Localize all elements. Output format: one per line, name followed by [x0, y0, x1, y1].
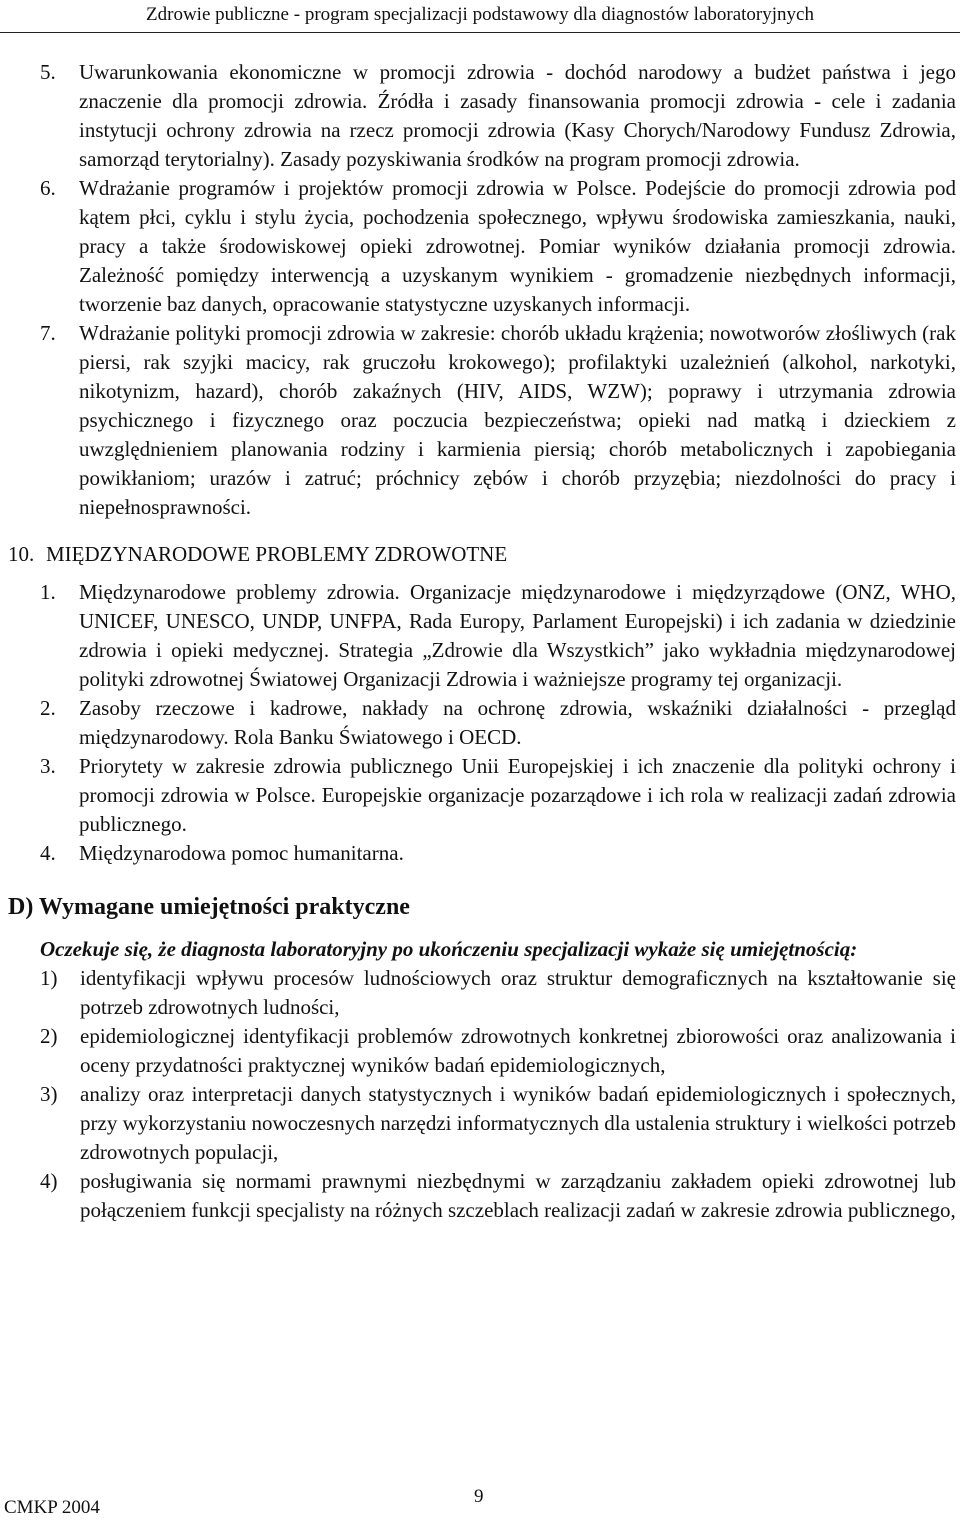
list-item	[40, 694, 956, 752]
running-header: Zdrowie publiczne - program specjalizacji podstawowy dla diagnostów laboratoryjnych	[0, 2, 960, 33]
item-number: 4.	[40, 841, 56, 865]
item-text: Wdrażanie programów i projektów promocji zdrowia w Polsce. Podejście do promocji zdrowia pod kątem płci, cyklu i stylu życia, pochodzenia społecznego, wpływu środowiska zamieszkania, nauki, pracy a także środowiskowej opieki zdrowotnej. Pomiar wyników działania promocji zdrowia. Zależność pomiędzy interwencją a uzyskanym wynikiem - gromadzenie niezbędnych informacji, tworzenie baz danych, opracowanie statystyczne uzyskanych informacji.	[79, 176, 956, 316]
item-text: Międzynarodowe problemy zdrowia. Organizacje międzynarodowe i międzyrządowe (ONZ, WHO, UNICEF, UNESCO, UNDP, UNFPA, Rada Europy, Parlament Europejski) i ich zadania w dziedzinie zdrowia i opieki medycznej. Strategia „Zdrowie dla Wszystkich” jako wykładnia międzynarodowej polityki zdrowotnej Światowej Organizacji Zdrowia i ważniejsze programy tej organizacji.	[79, 580, 956, 691]
list-item	[40, 319, 956, 522]
footer-label: CMKP 2004	[4, 1497, 100, 1518]
section-d-heading: D) Wymagane umiejętności praktyczne	[8, 894, 410, 920]
page-number: 9	[474, 1486, 484, 1507]
item-text: Wdrażanie polityki promocji zdrowia w zakresie: chorób układu krążenia; nowotworów złośliwych (rak piersi, rak szyjki macicy, rak gruczołu krokowego); profilaktyki uzależnień (alkohol, narkotyki, nikotynizm, hazard), chorób zakaźnych (HIV, AIDS, WZW); poprawy i utrzymania zdrowia psychicznego i fizycznego oraz poczucia bezpieczeństwa; opieki nad matką i dzieckiem z uwzględnieniem planowania rodziny i karmienia piersią; chorób metabolicznych i zapobiegania powikłaniom; urazów i zatruć; próchnicy zębów i chorób przyzębia; niezdolności do pracy i niepełnosprawności.	[79, 321, 956, 519]
page-body	[8, 58, 956, 1225]
section-title: MIĘDZYNARODOWE PROBLEMY ZDROWOTNE	[46, 542, 508, 566]
item-number: 1)	[40, 966, 58, 990]
item-number: 2)	[40, 1024, 58, 1048]
section-number: 10.	[8, 542, 35, 566]
item-text: epidemiologicznej identyfikacji problemów zdrowotnych konkretnej zbiorowości oraz analizowania i oceny przydatności praktycznej wyników badań epidemiologicznych,	[80, 1024, 956, 1077]
item-text: Uwarunkowania ekonomiczne w promocji zdrowia - dochód narodowy a budżet państwa i jego znaczenie dla promocji zdrowia. Źródła i zasady finansowania promocji zdrowia - cele i zadania instytucji ochrony zdrowia na rzecz promocji zdrowia (Kasy Chorych/Narodowy Fundusz Zdrowia, samorząd terytorialny). Zasady pozyskiwania środków na program promocji zdrowia.	[79, 60, 956, 171]
section-10-heading	[8, 540, 956, 569]
list-item	[40, 58, 956, 174]
list-item	[40, 578, 956, 694]
item-number: 7.	[40, 321, 56, 345]
item-number: 5.	[40, 60, 56, 84]
item-text: posługiwania się normami prawnymi niezbędnymi w zarządzaniu zakładem opieki zdrowotnej lub połączeniem funkcji specjalisty na różnych szczeblach realizacji zadań w zakresie zdrowia publicznego,	[80, 1169, 956, 1222]
item-text: Międzynarodowa pomoc humanitarna.	[79, 841, 404, 865]
list-item	[40, 839, 956, 868]
list-item	[40, 1080, 956, 1167]
list-item	[40, 1167, 956, 1225]
item-number: 1.	[40, 580, 56, 604]
list-item	[40, 1022, 956, 1080]
skills-intro: Oczekuje się, że diagnosta laboratoryjny po ukończeniu specjalizacji wykaże się umiejętnością:	[40, 937, 858, 961]
skills-list	[40, 964, 956, 1225]
list-item	[40, 964, 956, 1022]
item-text: identyfikacji wpływu procesów ludnościowych oraz struktur demograficznych na kształtowanie się potrzeb zdrowotnych ludności,	[80, 966, 956, 1019]
program-items-b	[40, 578, 956, 868]
item-number: 2.	[40, 696, 56, 720]
item-number: 4)	[40, 1169, 58, 1193]
list-item	[40, 752, 956, 839]
item-number: 6.	[40, 176, 56, 200]
program-items-a	[40, 58, 956, 522]
item-number: 3)	[40, 1082, 58, 1106]
item-text: analizy oraz interpretacji danych statystycznych i wyników badań epidemiologicznych i społecznych, przy wykorzystaniu nowoczesnych narzędzi informatycznych dla ustalenia struktury i wielkości potrzeb zdrowotnych populacji,	[80, 1082, 956, 1164]
item-text: Priorytety w zakresie zdrowia publicznego Unii Europejskiej i ich znaczenie dla polityki ochrony i promocji zdrowia w Polsce. Europejskie organizacje pozarządowe i ich rola w realizacji zadań zdrowia publicznego.	[79, 754, 956, 836]
list-item	[40, 174, 956, 319]
item-text: Zasoby rzeczowe i kadrowe, nakłady na ochronę zdrowia, wskaźniki działalności - przegląd międzynarodowy. Rola Banku Światowego i OECD.	[79, 696, 956, 749]
item-number: 3.	[40, 754, 56, 778]
